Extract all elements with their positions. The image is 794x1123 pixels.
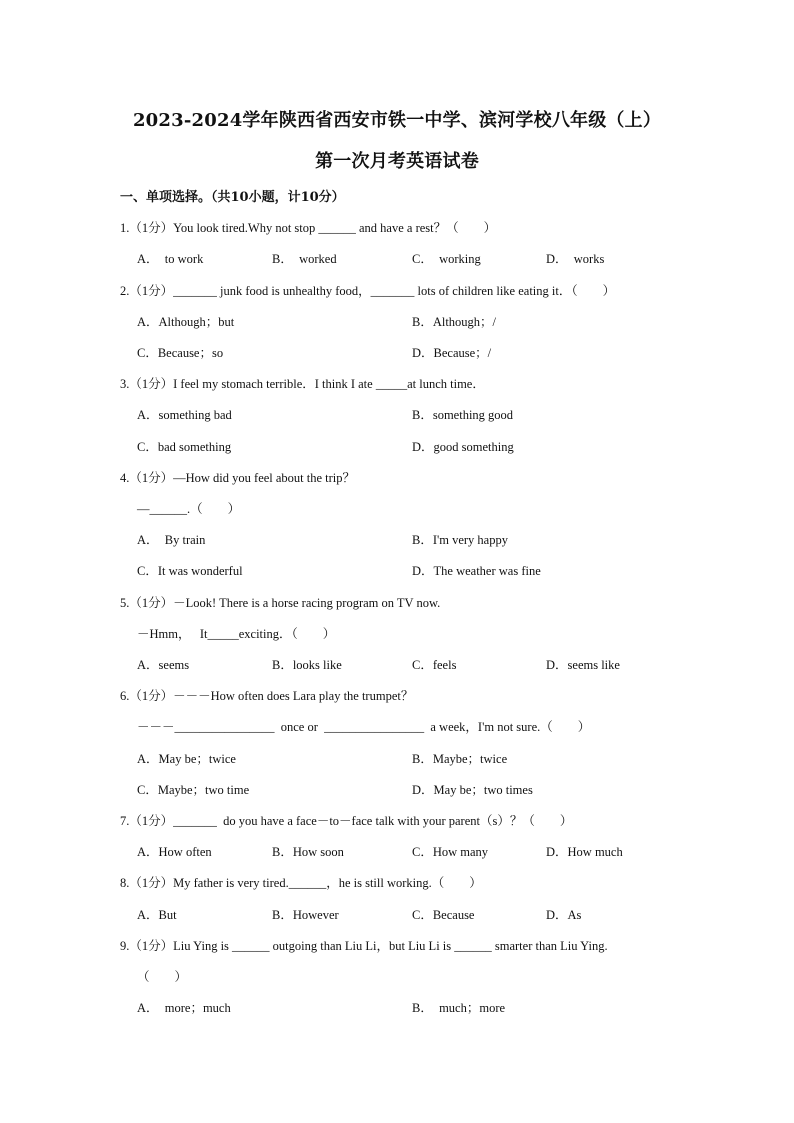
question-8-option-c: C．Because (412, 908, 475, 922)
question-4-stem: 4.（1分）—How did you feel about the trip？ (120, 471, 356, 485)
document-title-line-1: 2023-2024学年陕西省西安市铁一中学、滨河学校八年级（上） (132, 110, 662, 131)
question-7-option-a: A．How often (137, 845, 212, 859)
question-3-option-b: B．something good (412, 408, 514, 422)
section-heading: 一、单项选择。（共10小题，计10分） (120, 190, 345, 205)
question-6-option-d: D．May be；two times (412, 783, 533, 797)
question-3-option-a: A．something bad (137, 408, 232, 422)
question-7-option-d: D．How much (546, 845, 623, 859)
question-5-option-d: D．seems like (546, 658, 620, 672)
question-2-option-a: A．Although；but (137, 315, 235, 329)
question-3-stem: 3.（1分）I feel my stomach terrible．I think I ate _____at lunch time． (120, 377, 485, 391)
question-3-option-c: C．bad something (137, 440, 232, 454)
question-6-continuation: －－－________________ once or ________________ a week，I'm not sure.（ ） (137, 720, 591, 734)
question-2-stem: 2.（1分）_______ junk food is unhealthy food，_______ lots of children like eating it．（ ） (120, 284, 616, 298)
question-5-stem: 5.（1分）－Look! There is a horse racing program on TV now. (120, 596, 441, 610)
question-6-stem: 6.（1分）－－－How often does Lara play the trumpet？ (120, 689, 414, 703)
question-4-option-d: D．The weather was fine (412, 564, 541, 578)
question-9-continuation: （ ） (137, 970, 188, 984)
question-4-continuation: —______.（ ） (137, 502, 241, 516)
question-6-option-a: A．May be；twice (137, 752, 236, 766)
question-6-option-c: C．Maybe；two time (137, 783, 250, 797)
question-9-option-a: A． more；much (137, 1001, 231, 1015)
question-1-option-b: B． worked (272, 252, 337, 266)
question-4-option-c: C．It was wonderful (137, 564, 243, 578)
question-9-stem: 9.（1分）Liu Ying is ______ outgoing than Liu Li，but Liu Li is ______ smarter than Liu Ying. (120, 939, 608, 953)
question-6-option-b: B．Maybe；twice (412, 752, 508, 766)
question-4-option-a: A． By train (137, 533, 206, 547)
question-1-option-a: A． to work (137, 252, 204, 266)
question-2-option-d: D．Because；/ (412, 346, 492, 360)
question-1-stem: 1.（1分）You look tired.Why not stop ______ and have a rest？（ ） (120, 221, 497, 235)
question-8-option-a: A．But (137, 908, 177, 922)
question-2-option-c: C．Because；so (137, 346, 224, 360)
question-8-option-d: D．As (546, 908, 582, 922)
question-7-stem: 7.（1分）_______ do you have a face－to－face talk with your parent（s）？（ ） (120, 814, 573, 828)
question-7-option-c: C．How many (412, 845, 489, 859)
question-8-stem: 8.（1分）My father is very tired.______，he is still working.（ ） (120, 876, 482, 890)
question-5-option-c: C．feels (412, 658, 457, 672)
question-9-option-b: B． much；more (412, 1001, 506, 1015)
question-5-continuation: －Hmm， It_____exciting．（ ） (137, 627, 336, 641)
question-3-option-d: D．good something (412, 440, 514, 454)
question-1-option-c: C． working (412, 252, 481, 266)
question-5-option-a: A．seems (137, 658, 190, 672)
question-7-option-b: B．How soon (272, 845, 344, 859)
question-5-option-b: B．looks like (272, 658, 342, 672)
question-1-option-d: D． works (546, 252, 605, 266)
question-2-option-b: B．Although；/ (412, 315, 497, 329)
question-8-option-b: B．However (272, 908, 339, 922)
question-4-option-b: B．I'm very happy (412, 533, 508, 547)
document-title-line-2: 第一次月考英语试卷 (315, 151, 479, 172)
